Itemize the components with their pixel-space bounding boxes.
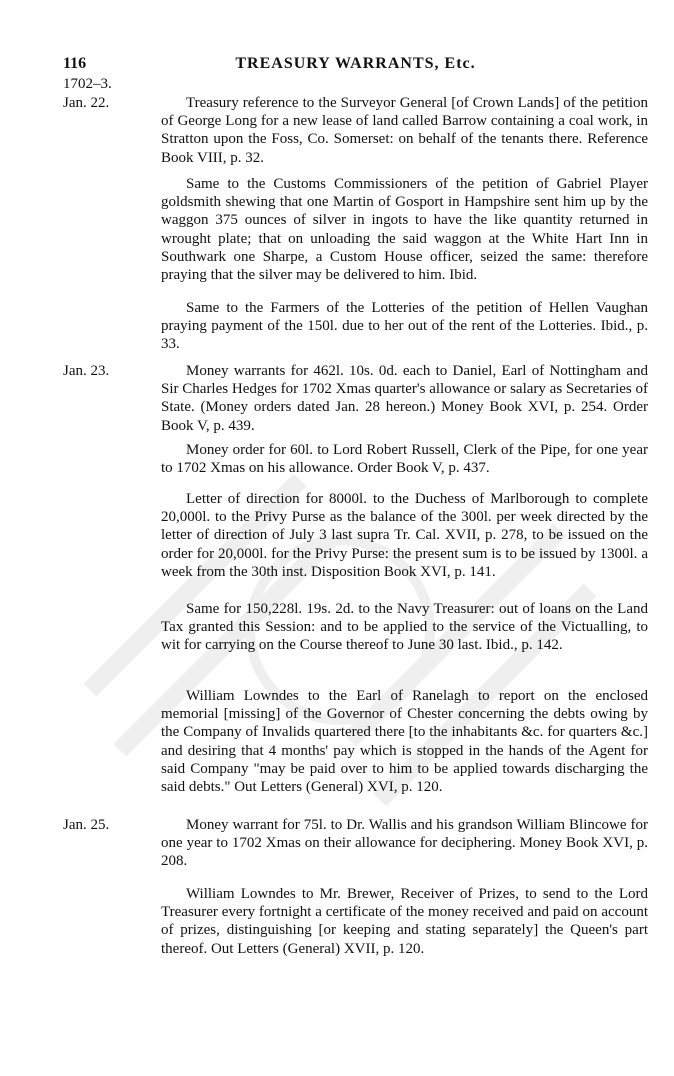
entry-text: Letter of direction for 8000l. to the Duchess of Marlborough to complete 20,000l. to the Privy Purse as the balance of the 300l. per week directed by the letter of direction of July 3 last supra Tr. Cal. XVII, p. 278, to be issued on the order for 20,000l. for the Privy Purse: the present sum is to be issued by 1300l. a week from the 30th inst. Disposition Book XVI, p. 141. (161, 491, 648, 580)
entry (63, 94, 648, 167)
entry-text: William Lowndes to Mr. Brewer, Receiver of Prizes, to send to the Lord Treasurer every fortnight a certificate of the money received and paid on account of prizes, distinguishing [or keeping and stating separately] the Queen's part thereof. Out Letters (General) XVII, p. 120. (161, 886, 648, 957)
page-number: 116 (63, 55, 87, 72)
entry (63, 816, 648, 871)
entry-text: Money order for 60l. to Lord Robert Russell, Clerk of the Pipe, for one year to 1702 Xmas on his allowance. Order Book V, p. 437. (161, 442, 648, 477)
entry-text: Money warrants for 462l. 10s. 0d. each to Daniel, Earl of Nottingham and Sir Charles Hedges for 1702 Xmas quarter's allowance or salary as Secretaries of State. (Money orders dated Jan. 28 hereon.) Money Book XVI, p. 254. Order Book V, p. 439. (161, 363, 648, 434)
entry (63, 175, 648, 284)
entry-text: Same to the Customs Commissioners of the petition of Gabriel Player goldsmith shewing that one Martin of Gosport in Hampshire sent him up by the waggon 375 ounces of silver in ingots to have the like quantity returned in wrought plate; that on unloading the said waggon at the White Hart Inn in Southwark one Sharpe, a Custom House officer, seized the same: therefore praying that the silver may be delivered to him. Ibid. (161, 176, 648, 284)
entry-text: Treasury reference to the Surveyor General [of Crown Lands] of the petition of George Long for a new lease of land called Barrow containing a coal work, in Stratton upon the Foss, Co. Somerset: on behalf of the tenants there. Reference Book VIII, p. 32. (161, 95, 648, 166)
entry-date: Jan. 22. (63, 95, 110, 111)
entry-text: Same to the Farmers of the Lotteries of the petition of Hellen Vaughan praying payment of the 150l. due to her out of the rent of the Lotteries. Ibid., p. 33. (161, 300, 648, 353)
entry (63, 885, 648, 958)
entry-date: Jan. 23. (63, 363, 110, 379)
entry-text: Same for 150,228l. 19s. 2d. to the Navy Treasurer: out of loans on the Land Tax granted this Session: and to be applied to the service of the Victualling, to wit for carrying on the Course thereof to June 30 last. Ibid., p. 142. (161, 601, 648, 654)
year-label: 1702–3. (63, 76, 112, 92)
entry (63, 441, 648, 477)
running-title: TREASURY WARRANTS, Etc. (235, 55, 476, 72)
entry (63, 490, 648, 581)
entry (63, 600, 648, 655)
entry (63, 362, 648, 435)
entry-date: Jan. 25. (63, 817, 110, 833)
entry (63, 687, 648, 796)
entry (63, 299, 648, 354)
entry-text: Money warrant for 75l. to Dr. Wallis and his grandson William Blincowe for one year to 1702 Xmas on their allowance for deciphering. Money Book XVI, p. 208. (161, 817, 648, 870)
entry-text: William Lowndes to the Earl of Ranelagh to report on the enclosed memorial [missing] of the Governor of Chester concerning the debts owing by the Company of Invalids quartered there [to the inhabitants &c. for quarters &c.] and desiring that 4 months' pay which is stopped in the hands of the Agent for said Company "may be paid over to him to be applied towards discharging the said debts." Out Letters (General) XVI, p. 120. (161, 688, 648, 796)
page-header (63, 55, 648, 77)
